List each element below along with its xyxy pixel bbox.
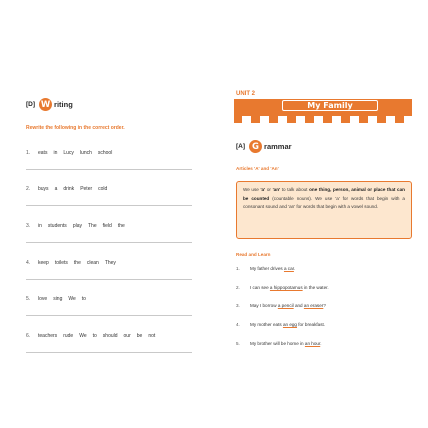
grammar-rule-text: We use 'a' or 'an' to talk about one thing, person, animal or place that can be counted (countable nouns). We use 'a' for words that begin with a consonant sound and 'an' for words that begin with a vowel sound. xyxy=(243,187,405,210)
jumbled-words xyxy=(38,150,118,156)
article-phrase: an hour xyxy=(304,341,321,346)
word: a xyxy=(54,186,58,192)
exercise-number: 2. xyxy=(26,186,31,192)
example-number: 1. xyxy=(236,266,240,271)
sentence-text: My mother eats xyxy=(250,322,283,327)
word: They xyxy=(104,260,116,266)
grammar-section-heading xyxy=(236,140,292,153)
answer-line[interactable] xyxy=(26,315,192,316)
example-sentence xyxy=(236,322,325,327)
section-word: riting xyxy=(54,100,73,109)
word: Peter xyxy=(80,186,93,192)
grammar-rule-box xyxy=(236,181,412,239)
word: eats xyxy=(38,150,48,156)
sentence-text: . xyxy=(320,341,322,346)
sentence-text: My brother will be home in xyxy=(250,341,305,346)
word: play xyxy=(72,223,82,229)
exercise-number: 6. xyxy=(26,333,31,339)
example-sentence xyxy=(236,285,329,290)
word: drink xyxy=(63,186,75,192)
sentence-text: My father drives xyxy=(250,266,284,271)
word: lunch xyxy=(79,150,92,156)
articles-subheading: Articles 'A' and 'An' xyxy=(236,166,279,171)
word: rude xyxy=(63,333,74,339)
answer-line[interactable] xyxy=(26,242,192,243)
exercise-item xyxy=(26,149,194,170)
right-page xyxy=(214,0,428,428)
jumbled-words xyxy=(38,223,131,229)
exercise-item xyxy=(26,259,194,280)
exercise-item xyxy=(26,332,194,353)
sentence-text: for breakfast. xyxy=(297,322,326,327)
example-number: 5. xyxy=(236,341,240,346)
answer-line[interactable] xyxy=(26,205,192,206)
sentence-text: May I borrow xyxy=(250,303,278,308)
grammar-g-icon: G xyxy=(249,140,262,153)
jumbled-words xyxy=(38,186,113,192)
example-number: 2. xyxy=(236,285,240,290)
read-and-learn-heading: Read and Learn xyxy=(236,252,271,257)
jumbled-words xyxy=(38,296,92,302)
article-phrase: an eraser xyxy=(303,303,324,308)
word: keep xyxy=(38,260,49,266)
exercise-item xyxy=(26,295,194,316)
word: to xyxy=(92,333,97,339)
example-sentence xyxy=(236,341,322,346)
word: students xyxy=(47,223,67,229)
word: toilets xyxy=(54,260,68,266)
exercise-number: 4. xyxy=(26,260,31,266)
unit-title: My Family xyxy=(282,100,378,111)
exercise-number: 3. xyxy=(26,223,31,229)
sentence-text: and xyxy=(293,303,304,308)
answer-line[interactable] xyxy=(26,279,192,280)
jumbled-words xyxy=(38,333,161,339)
writing-section-heading xyxy=(26,98,73,111)
word: cold xyxy=(98,186,108,192)
word: Lucy xyxy=(63,150,74,156)
word: buys xyxy=(38,186,49,192)
instruction-text: Rewrite the following in the correct order. xyxy=(26,125,125,131)
word: The xyxy=(88,223,97,229)
article-phrase: a pencil xyxy=(277,303,294,308)
sentence-text: I can see xyxy=(250,285,270,290)
word: clean xyxy=(86,260,99,266)
answer-line[interactable] xyxy=(26,352,192,353)
sentence-text: . xyxy=(293,266,296,271)
sentence-text: ? xyxy=(323,303,326,308)
exercise-item xyxy=(26,185,194,206)
writing-w-icon: W xyxy=(40,99,51,110)
word: to xyxy=(81,296,86,302)
word: be xyxy=(136,333,143,339)
exercise-number: 5. xyxy=(26,296,31,302)
example-number: 4. xyxy=(236,322,240,327)
word: not xyxy=(148,333,156,339)
word: love xyxy=(38,296,48,302)
sentence-text: in the water. xyxy=(302,285,329,290)
word: the xyxy=(73,260,81,266)
word: in xyxy=(53,150,58,156)
unit-title-banner xyxy=(234,99,412,123)
article-phrase: an egg xyxy=(282,322,297,327)
article-phrase: a hippopotamus xyxy=(269,285,303,290)
word: the xyxy=(117,223,125,229)
word: sing xyxy=(53,296,63,302)
word: field xyxy=(102,223,112,229)
word: We xyxy=(68,296,76,302)
example-sentence xyxy=(236,303,326,308)
exercise-item xyxy=(26,222,194,243)
word: school xyxy=(97,150,113,156)
example-sentence xyxy=(236,266,295,271)
unit-label: UNIT 2 xyxy=(236,91,256,97)
exercise-number: 1. xyxy=(26,150,31,156)
example-number: 3. xyxy=(236,303,240,308)
word: We xyxy=(79,333,87,339)
word: teachers xyxy=(38,333,58,339)
section-tag: [D] xyxy=(26,101,36,108)
word: should xyxy=(102,333,118,339)
word: our xyxy=(123,333,131,339)
section-tag: [A] xyxy=(236,143,246,150)
answer-line[interactable] xyxy=(26,169,192,170)
section-word: rammar xyxy=(264,142,292,151)
jumbled-words xyxy=(38,260,122,266)
article-phrase: a car xyxy=(283,266,294,271)
word: in xyxy=(38,223,42,229)
